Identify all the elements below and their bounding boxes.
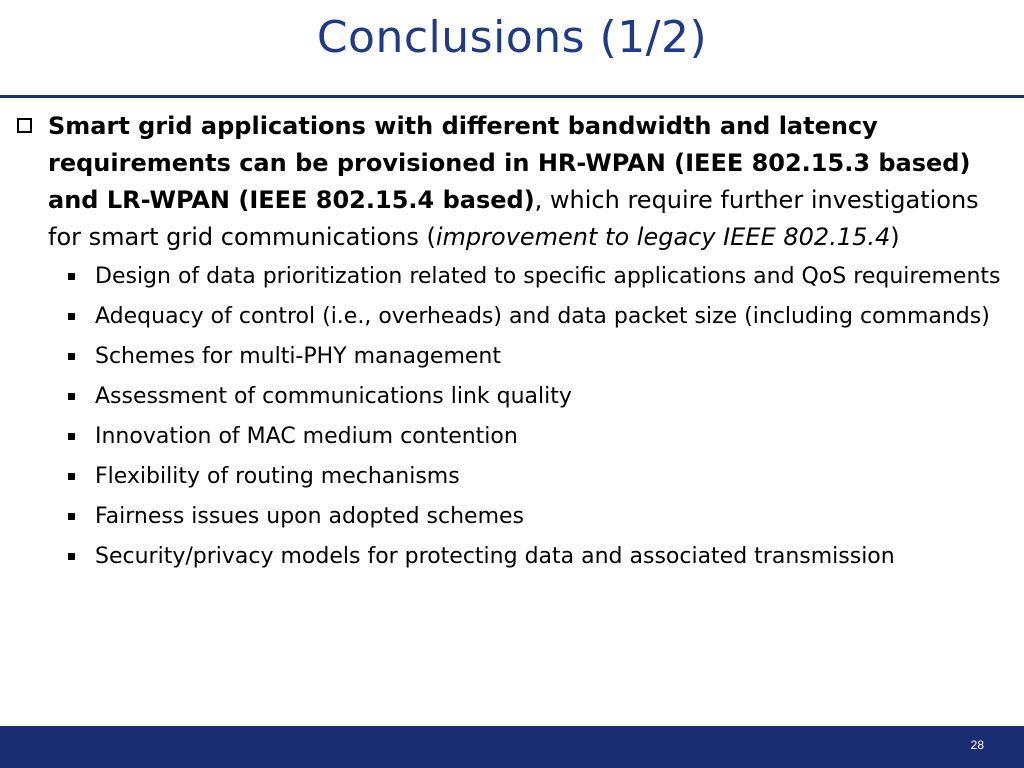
list-item <box>14 340 1018 373</box>
square-bullet-icon <box>68 433 75 440</box>
list-item-text: Schemes for multi-PHY management <box>95 344 501 369</box>
list-item-text: Flexibility of routing mechanisms <box>95 464 460 489</box>
slide-content <box>14 108 1018 580</box>
square-bullet-icon <box>68 353 75 360</box>
list-item-text: Fairness issues upon adopted schemes <box>95 504 525 529</box>
list-item <box>14 260 1018 293</box>
list-item-text: Design of data prioritization related to specific applications and QoS requirements <box>95 264 1001 289</box>
title-divider <box>0 95 1024 98</box>
main-bullet-point <box>14 108 1018 256</box>
list-item <box>14 540 1018 573</box>
square-bullet-icon <box>68 553 75 560</box>
main-point-closing-text: ) <box>890 223 900 251</box>
list-item <box>14 380 1018 413</box>
list-item-text: Adequacy of control (i.e., overheads) and data packet size (including commands) <box>95 304 990 329</box>
list-item-text: Innovation of MAC medium contention <box>95 424 518 449</box>
list-item <box>14 300 1018 333</box>
list-item-text: Security/privacy models for protecting data and associated transmission <box>95 544 895 569</box>
checkbox-bullet-icon <box>17 118 32 133</box>
page-number: 28 <box>970 738 984 752</box>
square-bullet-icon <box>68 473 75 480</box>
main-point-bold-text: Smart grid applications with different bandwidth and latency requirements can be provisioned in HR-WPAN (IEEE 802.15.3 based) and LR-WPAN (IEEE 802.15.4 based) <box>48 112 971 214</box>
list-item <box>14 420 1018 453</box>
main-point-italic-text: improvement to legacy IEEE 802.15.4 <box>435 223 891 251</box>
square-bullet-icon <box>68 313 75 320</box>
footer-bar <box>0 726 1024 768</box>
square-bullet-icon <box>68 273 75 280</box>
sub-bullet-list <box>14 260 1018 573</box>
square-bullet-icon <box>68 513 75 520</box>
list-item <box>14 500 1018 533</box>
list-item <box>14 460 1018 493</box>
main-point-text: , which require further investigations for smart grid communications ( <box>48 186 979 251</box>
square-bullet-icon <box>68 393 75 400</box>
slide-title: Conclusions (1/2) <box>316 12 708 63</box>
list-item-text: Assessment of communications link quality <box>95 384 572 409</box>
